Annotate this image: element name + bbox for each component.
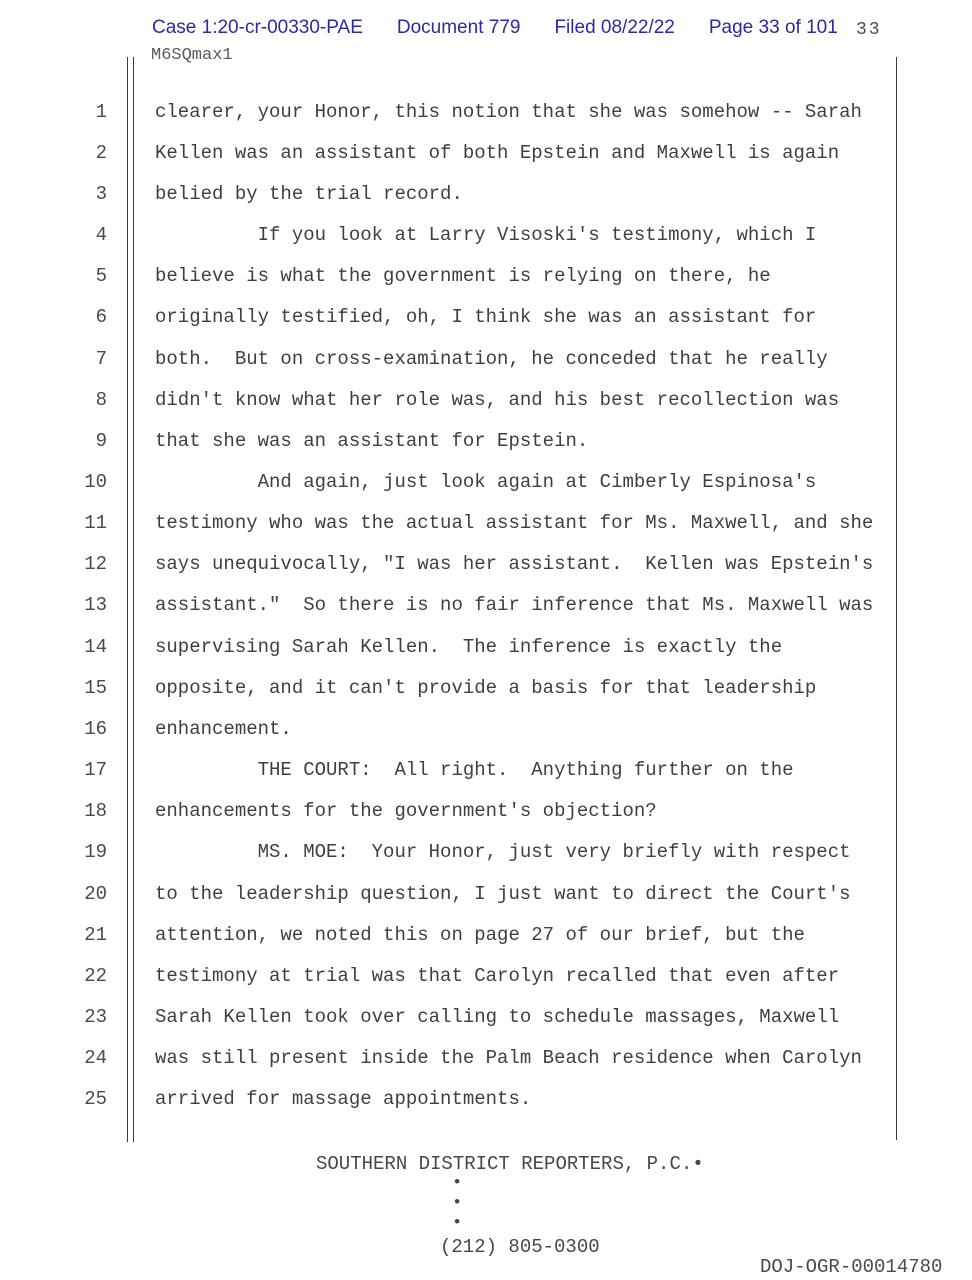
line-number: 25 bbox=[84, 1088, 107, 1111]
transcript-line bbox=[0, 461, 972, 502]
line-text: Kellen was an assistant of both Epstein and Maxwell is again bbox=[155, 141, 840, 164]
transcript-lines bbox=[0, 91, 972, 1120]
transcript-page-number: 33 bbox=[856, 20, 882, 40]
transcript-session-id: M6SQmax1 bbox=[151, 46, 233, 65]
line-text: believe is what the government is relying on there, he bbox=[155, 265, 771, 288]
case-number: Case 1:20-cr-00330-PAE bbox=[152, 17, 363, 38]
line-text: didn't know what her role was, and his best recollection was bbox=[155, 388, 840, 411]
line-number: 19 bbox=[84, 841, 107, 864]
ecf-stamp-header bbox=[152, 17, 838, 39]
line-text: arrived for massage appointments. bbox=[155, 1088, 532, 1111]
filed-date: Filed 08/22/22 bbox=[554, 17, 675, 38]
reporters-name: SOUTHERN DISTRICT REPORTERS, P.C.• bbox=[316, 1153, 704, 1175]
transcript-line bbox=[0, 544, 972, 585]
transcript-line bbox=[0, 173, 972, 214]
transcript-line bbox=[0, 832, 972, 873]
line-text: attention, we noted this on page 27 of our brief, but the bbox=[155, 923, 805, 946]
transcript-line bbox=[0, 297, 972, 338]
line-text: Sarah Kellen took over calling to schedule massages, Maxwell bbox=[155, 1006, 840, 1029]
transcript-line bbox=[0, 338, 972, 379]
line-number: 3 bbox=[95, 182, 107, 205]
line-text: clearer, your Honor, this notion that she was somehow -- Sarah bbox=[155, 100, 862, 123]
transcript-line bbox=[0, 996, 972, 1037]
transcript-line bbox=[0, 420, 972, 461]
line-text: enhancement. bbox=[155, 717, 292, 740]
line-text: was still present inside the Palm Beach residence when Carolyn bbox=[155, 1047, 862, 1070]
line-text: both. But on cross-examination, he conceded that he really bbox=[155, 347, 828, 370]
line-number: 21 bbox=[84, 923, 107, 946]
line-number: 15 bbox=[84, 676, 107, 699]
line-text: assistant." So there is no fair inference that Ms. Maxwell was bbox=[155, 594, 874, 617]
transcript-line bbox=[0, 91, 972, 132]
dot-artifact: • bbox=[452, 1214, 463, 1233]
transcript-line bbox=[0, 379, 972, 420]
line-number: 6 bbox=[95, 306, 107, 329]
line-text: says unequivocally, "I was her assistant. Kellen was Epstein's bbox=[155, 553, 874, 576]
transcript-line bbox=[0, 667, 972, 708]
line-text: originally testified, oh, I think she was an assistant for bbox=[155, 306, 817, 329]
line-text: testimony who was the actual assistant for Ms. Maxwell, and she bbox=[155, 512, 874, 535]
line-number: 22 bbox=[84, 964, 107, 987]
transcript-line bbox=[0, 955, 972, 996]
line-text: testimony at trial was that Carolyn recalled that even after bbox=[155, 964, 840, 987]
line-number: 23 bbox=[84, 1006, 107, 1029]
transcript-line bbox=[0, 1038, 972, 1079]
document-number: Document 779 bbox=[396, 17, 521, 38]
dot-artifacts bbox=[452, 1174, 462, 1234]
line-number: 18 bbox=[84, 800, 107, 823]
line-number: 14 bbox=[84, 635, 107, 658]
line-number: 9 bbox=[95, 429, 107, 452]
line-text: And again, just look again at Cimberly Espinosa's bbox=[155, 470, 817, 493]
transcript-line bbox=[0, 750, 972, 791]
line-number: 12 bbox=[84, 553, 107, 576]
line-number: 8 bbox=[95, 388, 107, 411]
line-text: that she was an assistant for Epstein. bbox=[155, 429, 589, 452]
line-number: 7 bbox=[95, 347, 107, 370]
transcript-line bbox=[0, 585, 972, 626]
transcript-line bbox=[0, 1079, 972, 1120]
line-text: If you look at Larry Visoski's testimony, which I bbox=[155, 224, 817, 247]
line-number: 20 bbox=[84, 882, 107, 905]
line-text: belied by the trial record. bbox=[155, 182, 463, 205]
line-number: 16 bbox=[84, 717, 107, 740]
transcript-line bbox=[0, 873, 972, 914]
reporters-phone: (212) 805-0300 bbox=[440, 1236, 600, 1258]
line-number: 13 bbox=[84, 594, 107, 617]
line-text: MS. MOE: Your Honor, just very briefly with respect bbox=[155, 841, 851, 864]
line-number: 17 bbox=[84, 759, 107, 782]
line-number: 2 bbox=[95, 141, 107, 164]
page-of-label: Page 33 of 101 bbox=[708, 17, 838, 38]
transcript-line bbox=[0, 708, 972, 749]
line-text: opposite, and it can't provide a basis for that leadership bbox=[155, 676, 817, 699]
line-number: 24 bbox=[84, 1047, 107, 1070]
dot-artifact: • bbox=[452, 1174, 463, 1193]
transcript-line bbox=[0, 256, 972, 297]
transcript-line bbox=[0, 503, 972, 544]
line-text: enhancements for the government's objection? bbox=[155, 800, 657, 823]
transcript-line bbox=[0, 132, 972, 173]
line-number: 1 bbox=[95, 100, 107, 123]
line-number: 5 bbox=[95, 265, 107, 288]
dot-artifact: • bbox=[452, 1194, 463, 1213]
line-number: 10 bbox=[84, 470, 107, 493]
line-text: supervising Sarah Kellen. The inference is exactly the bbox=[155, 635, 783, 658]
line-number: 4 bbox=[95, 224, 107, 247]
transcript-line bbox=[0, 791, 972, 832]
bates-stamp: DOJ-OGR-00014780 bbox=[760, 1256, 943, 1278]
line-number: 11 bbox=[84, 512, 107, 535]
transcript-line bbox=[0, 214, 972, 255]
transcript-line bbox=[0, 626, 972, 667]
transcript-line bbox=[0, 914, 972, 955]
line-text: THE COURT: All right. Anything further on the bbox=[155, 759, 794, 782]
line-text: to the leadership question, I just want to direct the Court's bbox=[155, 882, 851, 905]
